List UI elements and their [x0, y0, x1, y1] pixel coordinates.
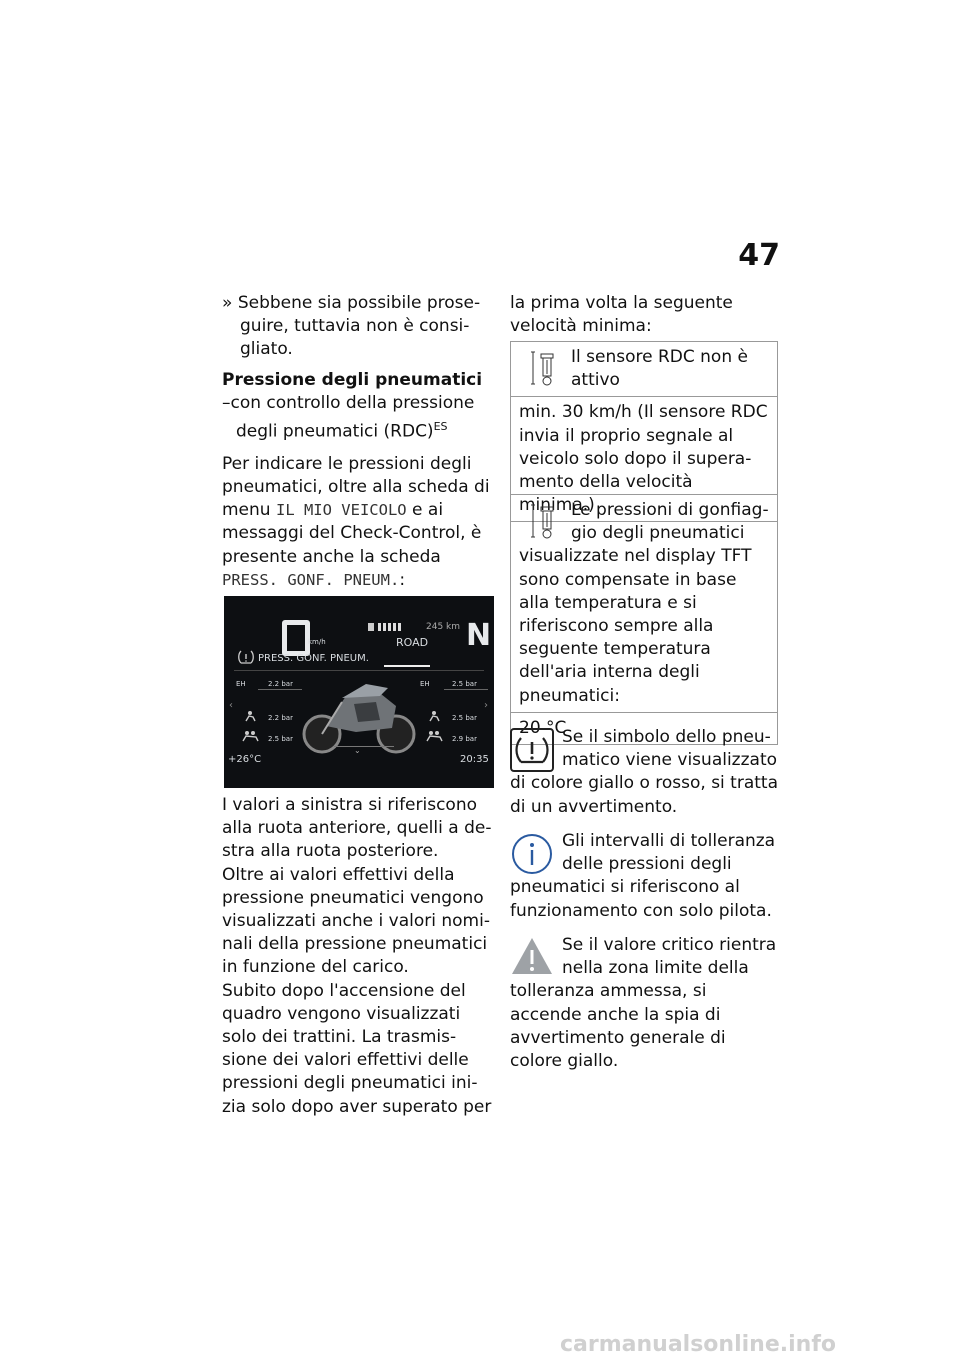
info-icon	[510, 832, 554, 876]
speed-digit	[282, 620, 310, 656]
table-row: Le pressioni di gonfiaggio degli pneumatici visualizzate nel display TFT sono compensate in base alla temperatura e si riferiscono sempre alla seguente temperatura dell'aria interna degli pneumatici:	[519, 500, 769, 706]
section-subheading: –con controllo della pressione degli pneumatici (RDC)$^{ES}$	[222, 392, 475, 442]
paragraph: Se il simbolo dello pneumatico viene visualizzato di colore giallo o rosso, si tratta di un avvertimento.	[510, 727, 778, 817]
tire-gauge-icon	[529, 501, 563, 541]
watermark: carmanualsonline.info	[560, 1332, 836, 1357]
tire-gauge-icon	[529, 348, 563, 388]
left-column	[222, 292, 494, 592]
note-warning-light	[510, 934, 780, 1073]
intro-paragraph: Per indicare le pressioni degli pneumatici, oltre alla scheda di menu IL MIO VEICOLO e ai messaggi del Check-Control, è presente anche la scheda PRESS. GONF. PNEUM.:	[222, 453, 490, 590]
page-number: 47	[738, 238, 780, 273]
tire-warning-icon	[510, 728, 554, 772]
bullet-paragraph: » Sebbene sia possibile proseguire, tuttavia non è consigliato.	[222, 293, 481, 360]
chevron-left-icon: ‹	[229, 700, 233, 711]
chevron-down-icon: ⌄	[354, 746, 361, 755]
table-row: min. 30 km/h (Il sensore RDC invia il proprio segnale al veicolo solo dopo il superamento della velocità minima.)	[511, 396, 777, 521]
note-tolerance	[510, 830, 780, 923]
note-tire-warning	[510, 726, 780, 819]
section-heading: Pressione degli pneumatici	[222, 369, 483, 390]
paragraph: Oltre ai valori effettivi della pressione pneumatici vengono visualizzati anche i valori nominali della pressione pneumatici in funzione del carico.	[222, 864, 490, 978]
table-row: 20 °C	[511, 712, 777, 744]
tab-name: PRESS. GONF. PNEUM.	[222, 570, 400, 589]
chevron-right-icon: ›	[484, 700, 488, 711]
rider-solo-icon	[244, 710, 258, 722]
tire-pressure-icon	[238, 650, 254, 664]
bullet-marker: »	[222, 293, 238, 313]
paragraph: Se il valore critico rientra nella zona limite della tolleranza ammessa, si accende anche la spia di avvertimento generale di colore giallo.	[510, 935, 777, 1072]
tft-display-image: km/h 245 km ROAD N PRESS. GONF. PNEUM. EH 2.2 bar EH 2.5 bar ‹ › 2.2 bar 2.5 bar 2.5 bar 2.9 bar ⌄ +26°C 20:35	[224, 596, 494, 788]
table-row: Il sensore RDC non è attivo	[511, 342, 777, 396]
left-column-bottom	[222, 794, 494, 1119]
fuel-gauge-icon	[368, 622, 408, 632]
paragraph: Subito dopo l'accensione del quadro vengono visualizzati solo dei trattini. La trasmissione dei valori effettivi delle pressioni degli pneumatici inizia solo dopo aver superato per	[222, 980, 492, 1117]
rider-pillion-icon	[426, 730, 444, 742]
paragraph: I valori a sinistra si riferiscono alla ruota anteriore, quelli a destra alla ruota posteriore.	[222, 795, 492, 862]
rider-solo-icon	[428, 710, 442, 722]
info-table-temperature	[510, 494, 778, 745]
warning-triangle-icon	[510, 936, 554, 976]
paragraph: la prima volta la seguente velocità minima:	[510, 293, 733, 337]
rider-pillion-icon	[242, 730, 260, 742]
paragraph: Gli intervalli di tolleranza delle pressioni degli pneumatici si riferiscono al funzionamento con solo pilota.	[510, 831, 776, 921]
right-column	[510, 292, 780, 338]
menu-name: IL MIO VEICOLO	[275, 501, 407, 520]
